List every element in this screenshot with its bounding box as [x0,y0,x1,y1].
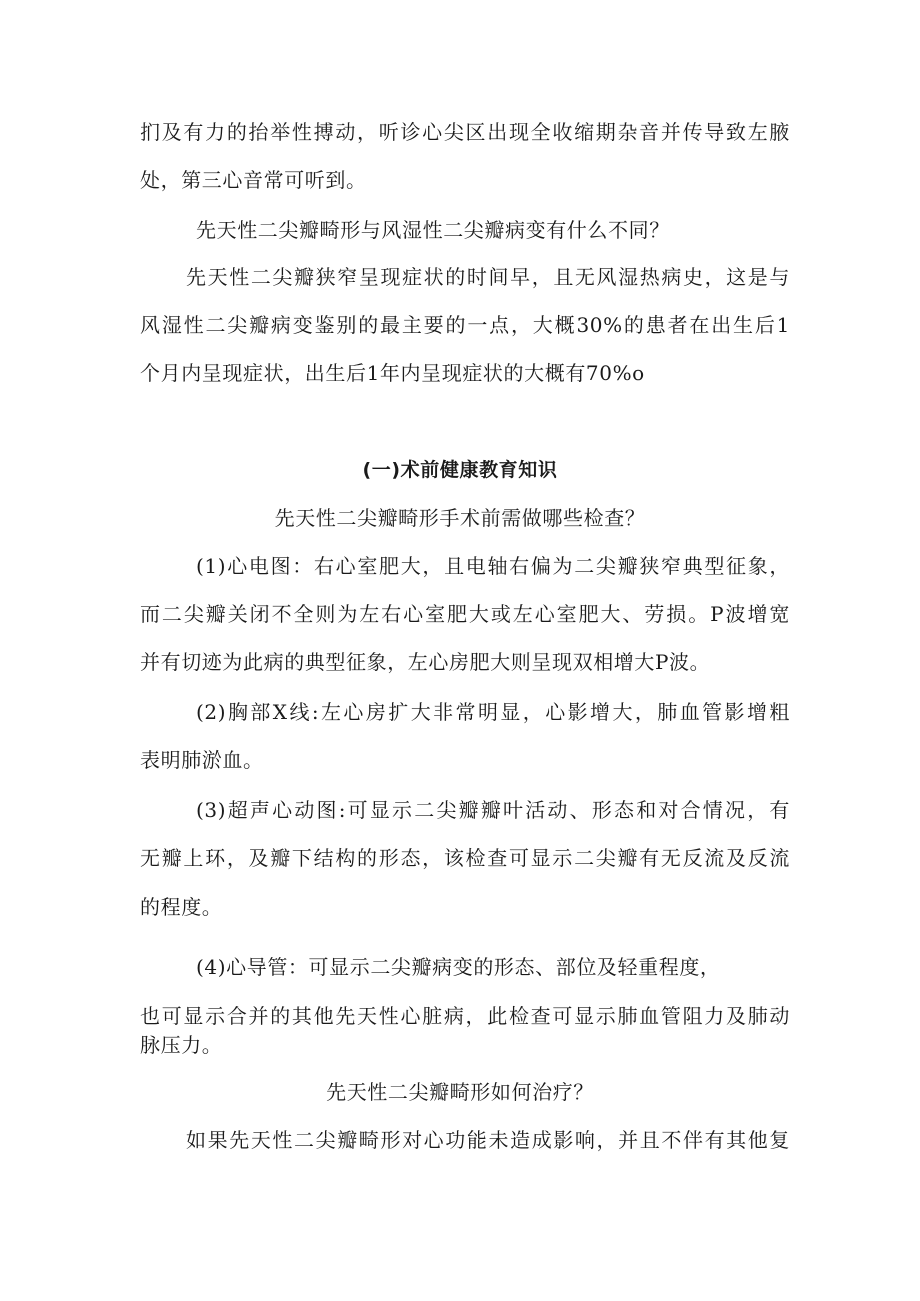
paragraph-line: 表明肺淤血。 [140,748,264,772]
paragraph-line: 风湿性二尖瓣病变鉴别的最主要的一点，大概30%的患者在出生后1 [140,313,790,337]
paragraph-line: 的程度。 [140,895,223,919]
paragraph-line: 无瓣上环，及瓣下结构的形态，该检查可显示二尖瓣有无反流及反流 [140,846,790,870]
paragraph-line: 处，第三心音常可听到。 [140,168,367,192]
paragraph-line: 先天性二尖瓣狭窄呈现症状的时间早，且无风湿热病史，这是与 [186,265,790,289]
paragraph-line: 如果先天性二尖瓣畸形对心功能未造成影响，并且不伴有其他复 [186,1128,790,1152]
paragraph-line: 扪及有力的抬举性搏动，听诊心尖区出现全收缩期杂音并传导致左腋 [140,120,790,144]
paragraph-line: (1)心电图：右心室肥大，且电轴右偏为二尖瓣狭窄典型征象， [196,554,790,578]
section-heading: (一)术前健康教育知识 [362,459,558,481]
paragraph-line: 个月内呈现症状，出生后1年内呈现症状的大概有70%o [140,361,645,385]
question-heading: 先天性二尖瓣畸形与风湿性二尖瓣病变有什么不同？ [196,218,670,242]
paragraph-line: 并有切迹为此病的典型征象，左心房肥大则呈现双相增大P波。 [140,650,711,674]
paragraph-line: (3)超声心动图:可显示二尖瓣瓣叶活动、形态和对合情况，有 [196,798,790,822]
paragraph-line: 也可显示合并的其他先天性心脏病，此检查可显示肺血管阻力及肺动 [140,1004,790,1028]
question-heading: 先天性二尖瓣畸形手术前需做哪些检查？ [274,506,646,530]
question-heading: 先天性二尖瓣畸形如何治疗？ [326,1080,594,1104]
paragraph-line: 而二尖瓣关闭不全则为左右心室肥大或左心室肥大、劳损。P波增宽 [140,602,790,626]
paragraph-line: 脉压力。 [140,1033,223,1057]
paragraph-line: (4)心导管：可显示二尖瓣病变的形态、部位及轻重程度， [196,955,721,979]
paragraph-line: (2)胸部X线:左心房扩大非常明显，心影增大，肺血管影增粗 [196,700,790,724]
